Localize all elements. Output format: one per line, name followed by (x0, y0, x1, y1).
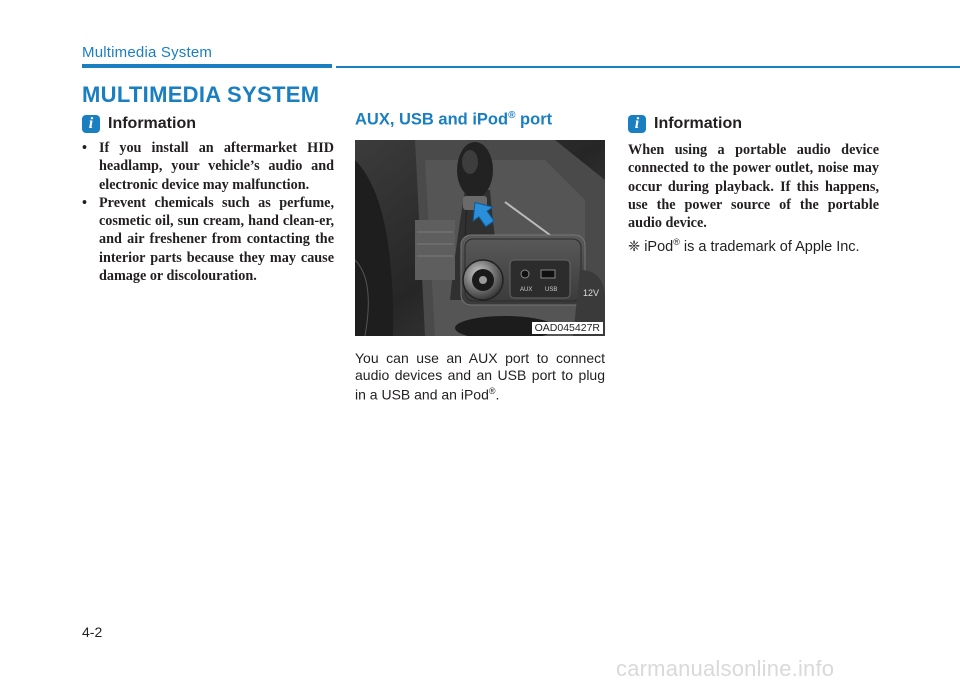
information-text: When using a portable audio device connected to the power outlet, noise may occur during playback. If this happens, use the power source of the portable audio device. (628, 142, 879, 232)
bullet-text: Prevent chemicals such as perfume, cosmetic oil, sun cream, hand clean-er, and air freshener from contacting the interior parts because they may cause damage or discolouration. (99, 194, 334, 285)
trademark-name: iPod (644, 238, 674, 255)
info-icon: i (82, 115, 100, 133)
port-description (355, 350, 605, 403)
section-title-tail: port (515, 110, 553, 129)
section-header: Multimedia System (82, 44, 213, 61)
information-bullet-list (82, 139, 334, 285)
list-item (82, 194, 334, 285)
console-port-photo (355, 140, 605, 336)
bullet-mark: • (82, 140, 87, 156)
registered-mark: ® (508, 110, 516, 121)
information-label: Information (654, 115, 742, 132)
photo-caption: OAD045427R (532, 322, 603, 334)
list-item (82, 139, 334, 194)
page-number: 4-2 (82, 624, 103, 640)
trademark-note (628, 237, 860, 255)
right-information-heading (628, 115, 742, 133)
console-illustration (355, 140, 605, 336)
section-title-main: AUX, USB and iPod (355, 110, 509, 129)
watermark: carmanualsonline.info (616, 656, 835, 681)
trademark-tail: is a trademark of Apple Inc. (679, 238, 860, 255)
info-icon: i (628, 115, 646, 133)
usb-port-label: USB (545, 287, 558, 293)
registered-mark: ® (673, 237, 680, 247)
note-symbol: ❈ (628, 238, 641, 255)
power-outlet-label: 12V (583, 288, 600, 298)
information-label: Information (108, 115, 196, 132)
port-description-tail: . (495, 386, 500, 403)
left-information-heading (82, 115, 196, 133)
aux-port-label: AUX (520, 287, 533, 293)
bullet-text: If you install an aftermarket HID headlamp, your vehicle’s audio and electronic device may malfunction. (99, 140, 334, 193)
page-title: MULTIMEDIA SYSTEM (82, 82, 320, 107)
bullet-mark: • (82, 194, 87, 211)
port-description-main: You can use an AUX port to connect audio devices and an USB port to plug in a USB and an iPod (355, 350, 605, 403)
section-title (355, 110, 552, 130)
header-rule (336, 66, 960, 68)
header-rule-accent (82, 64, 332, 68)
registered-mark: ® (488, 386, 496, 396)
